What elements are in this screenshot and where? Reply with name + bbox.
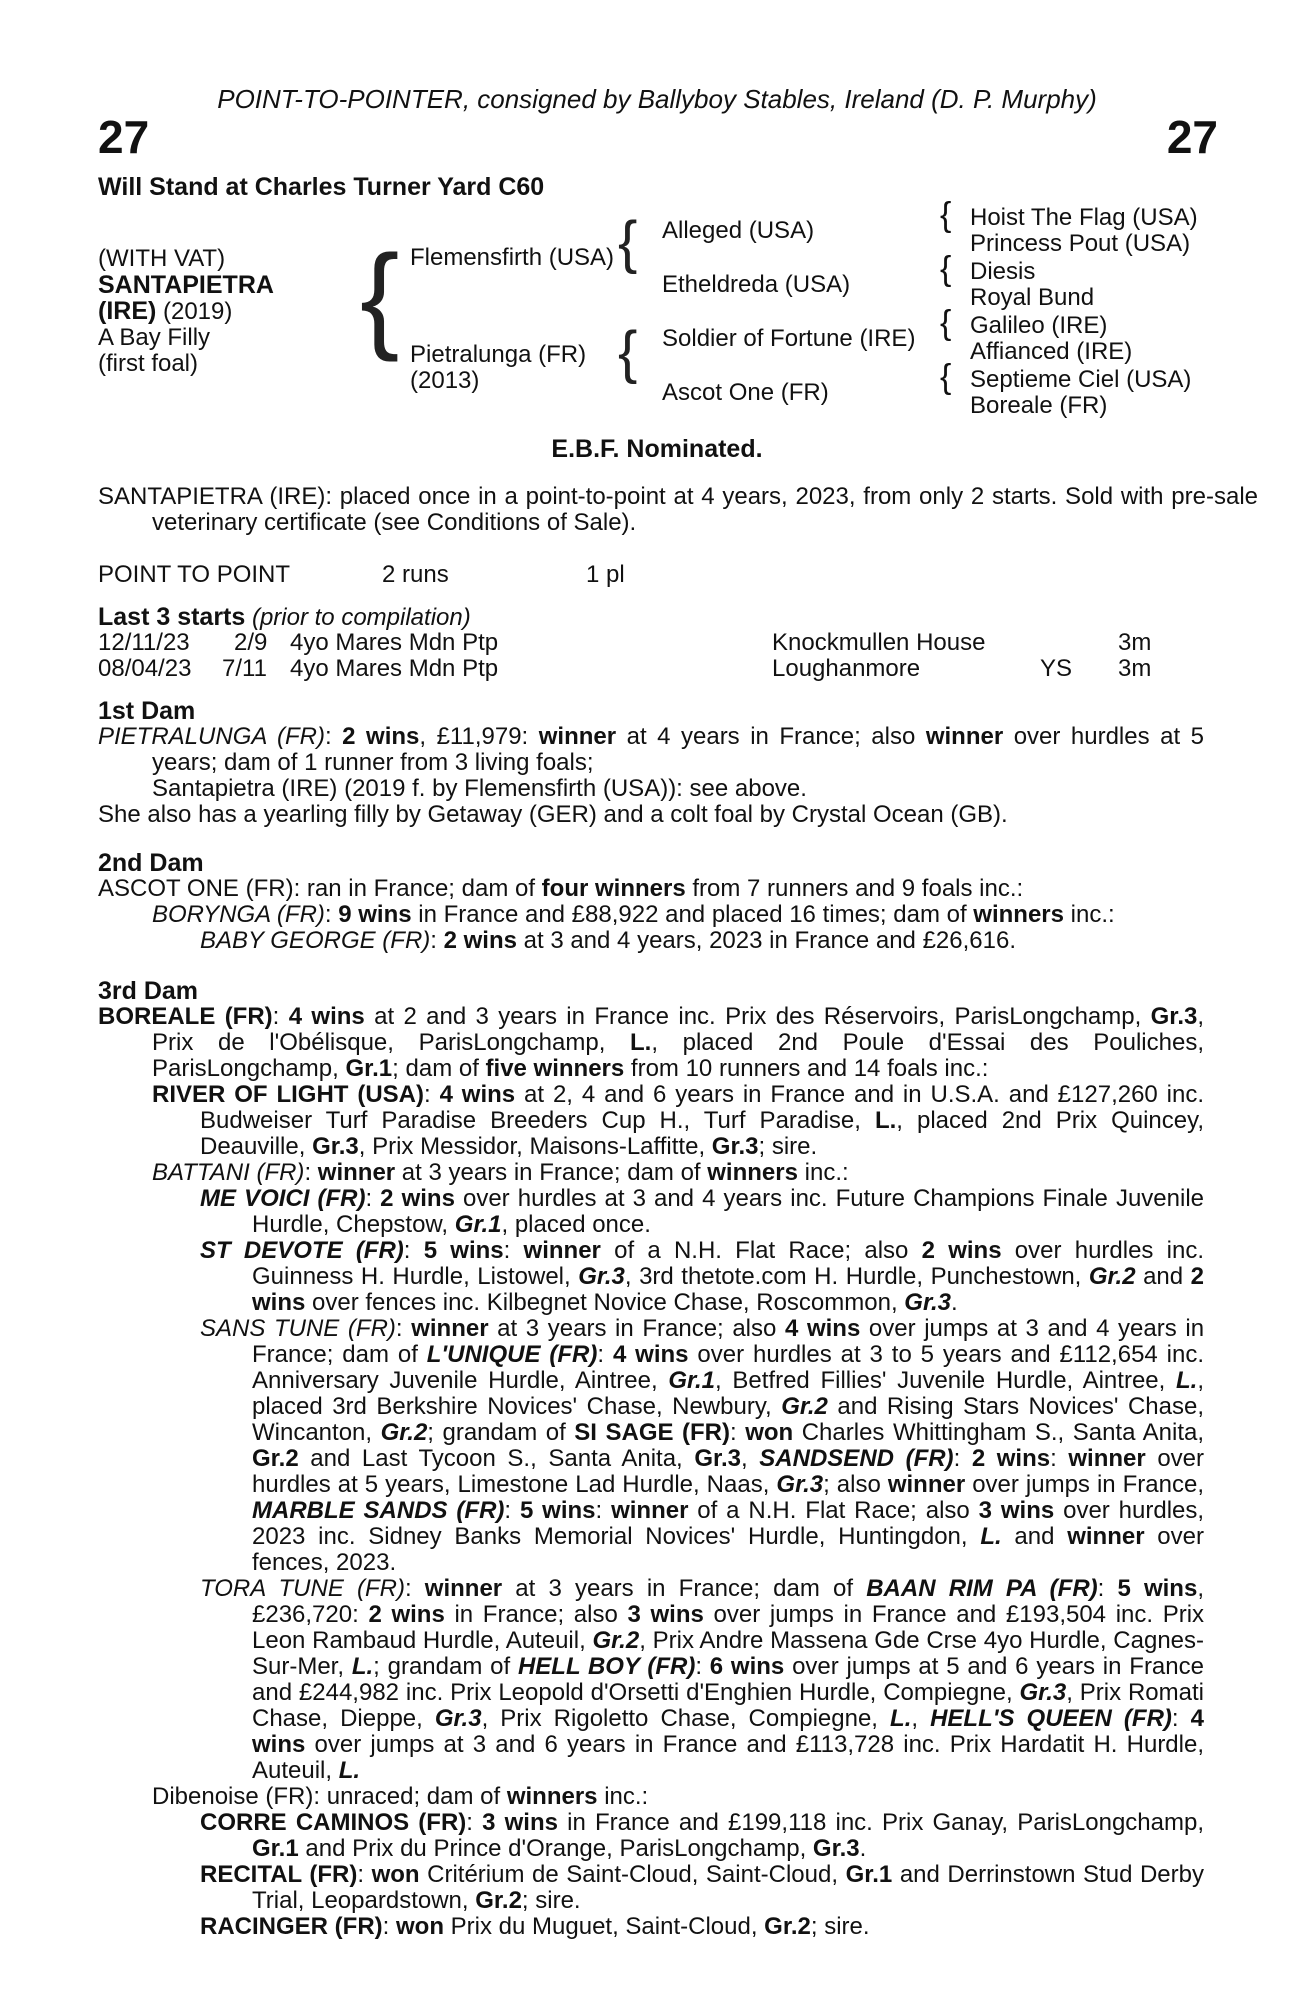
emphasis-text: L. xyxy=(874,1107,897,1134)
ebf-nominated: E.B.F. Nominated. xyxy=(551,435,763,463)
text: Charles Whittingham S., Santa Anita, xyxy=(793,1419,1205,1446)
emphasis-text: winner xyxy=(1068,1445,1146,1472)
emphasis-text: CORRE CAMINOS (FR) xyxy=(200,1809,467,1836)
catalogue-section-header: POINT-TO-POINTER, consigned by Ballyboy Stables, Ireland (D. P. Murphy) xyxy=(217,84,1097,114)
produce-name: BABY GEORGE (FR) xyxy=(200,927,431,954)
text: : xyxy=(1097,1575,1118,1602)
text: at 4 years in France; also xyxy=(616,723,926,750)
emphasis-text: BAAN RIM PA (FR) xyxy=(866,1575,1098,1602)
text: and xyxy=(1001,1523,1068,1550)
pedigree-sire-sire: Alleged (USA) xyxy=(662,217,815,244)
text: Prix du Muguet, Saint-Cloud, xyxy=(444,1913,765,1940)
emphasis-text: Gr.3 xyxy=(776,1471,824,1498)
text: in France and £88,922 and placed 16 times; dam of xyxy=(411,901,974,928)
text: over hurdles at 3 to 5 years and £112,654 inc. Anniversary Juvenile Hurdle, Aintree, xyxy=(252,1341,1205,1394)
emphasis-text: Gr.3 xyxy=(694,1445,742,1472)
emphasis-text: L. xyxy=(338,1757,361,1784)
text: and Rising Stars Novices' Chase, Wincanton, xyxy=(252,1393,1205,1446)
text: Critérium de Saint-Cloud, Saint-Cloud, xyxy=(419,1861,846,1888)
text: Dibenoise (FR): unraced; dam of xyxy=(152,1783,507,1810)
emphasis-text: L. xyxy=(630,1029,652,1056)
text: , Prix Rigoletto Chase, Compiegne, xyxy=(481,1705,891,1732)
emphasis-text: MARBLE SANDS (FR) xyxy=(252,1497,505,1524)
horse-name: SANTAPIETRA xyxy=(98,271,274,299)
first-dam-also: She also has a yearling filly by Getaway (GER) and a colt foal by Crystal Ocean (GB). xyxy=(98,801,1008,828)
emphasis-text: 4 wins xyxy=(288,1003,365,1030)
emphasis-text: L'UNIQUE (FR) xyxy=(426,1341,598,1368)
emphasis-text: Gr.1 xyxy=(454,1211,502,1238)
text: and Prix du Prince d'Orange, ParisLongchamp, xyxy=(298,1835,813,1862)
text: : xyxy=(1050,1445,1069,1472)
emphasis-text: TORA TUNE (FR) xyxy=(200,1575,405,1602)
text: : xyxy=(324,901,339,928)
text: : xyxy=(403,1237,424,1264)
text: , Prix Messidor, Maisons-Laffitte, xyxy=(358,1133,712,1160)
horse-note: (first foal) xyxy=(98,350,199,377)
emphasis-text: Gr.2 xyxy=(380,1419,428,1446)
emphasis-text: winners xyxy=(506,1783,598,1810)
emphasis-text: Gr.2 xyxy=(781,1393,828,1420)
emphasis-text: won xyxy=(371,1861,420,1888)
emphasis-text: HELL BOY (FR) xyxy=(517,1653,696,1680)
text: inc.: xyxy=(797,1159,849,1186)
emphasis-text: RIVER OF LIGHT (USA) xyxy=(152,1081,424,1108)
emphasis-text: L. xyxy=(890,1705,912,1732)
emphasis-text: winner xyxy=(887,1471,966,1498)
emphasis-text: Gr.2 xyxy=(764,1913,811,1940)
text: over fences inc. Kilbegnet Novice Chase, Roscommon, xyxy=(305,1289,905,1316)
winners: winners xyxy=(973,901,1064,928)
emphasis-text: Gr.3 xyxy=(578,1263,625,1290)
emphasis-text: Gr.3 xyxy=(904,1289,951,1316)
start-distance: 3m xyxy=(1118,655,1152,682)
produce-corre-caminos xyxy=(98,1810,1204,1862)
text: , placed 2nd Prix Quincey, Deauville, xyxy=(200,1107,1205,1160)
winner: winner xyxy=(538,723,617,750)
emphasis-text: winner xyxy=(523,1237,601,1264)
pedigree-brace-main: { xyxy=(360,231,400,363)
pedigree-brace-ds: { xyxy=(940,304,952,342)
start-race: 4yo Mares Mdn Ptp xyxy=(290,629,499,656)
produce-sans-tune xyxy=(98,1316,1204,1576)
start-position: 2/9 xyxy=(234,629,268,656)
emphasis-text: winner xyxy=(1067,1523,1145,1550)
text: at 2, 4 and 6 years in France and in U.S.A. and £127,260 inc. Budweiser Turf Paradise Breeders Cup H., Turf Paradise, xyxy=(200,1081,1205,1134)
text: : xyxy=(365,1185,381,1212)
emphasis-text: Gr.3 xyxy=(312,1133,359,1160)
pedigree-brace-sd: { xyxy=(940,250,952,288)
emphasis-text: 3 wins xyxy=(978,1497,1055,1524)
pedigree-sire: Flemensfirth (USA) xyxy=(410,244,615,271)
emphasis-text: winner xyxy=(611,1497,689,1524)
text: over jumps at 3 and 4 years in France; dam of xyxy=(252,1315,1205,1368)
emphasis-text: Gr.2 xyxy=(592,1627,640,1654)
start-course: Loughanmore xyxy=(772,655,921,682)
pedigree-dsd: Affianced (IRE) xyxy=(970,338,1133,365)
emphasis-text: winner xyxy=(424,1575,503,1602)
record-placed: 1 pl xyxy=(586,561,625,588)
first-dam-section xyxy=(98,698,1204,828)
produce-st-devote xyxy=(98,1238,1204,1316)
pedigree-dam-sire: Soldier of Fortune (IRE) xyxy=(662,325,916,352)
text: , 3rd thetote.com H. Hurdle, Punchestown, xyxy=(624,1263,1089,1290)
text: inc.: xyxy=(1064,901,1115,928)
emphasis-text: won xyxy=(396,1913,444,1940)
text: over hurdles at 5 years; dam of 1 runner from 3 living foals; xyxy=(152,723,1205,776)
wins: 9 wins xyxy=(338,901,412,928)
emphasis-text: ME VOICI (FR) xyxy=(200,1185,366,1212)
winner: winner xyxy=(925,723,1004,750)
start-race: 4yo Mares Mdn Ptp xyxy=(290,655,499,682)
emphasis-text: BOREALE (FR) xyxy=(98,1003,273,1030)
start-date: 08/04/23 xyxy=(98,655,192,682)
produce-recital xyxy=(98,1862,1204,1914)
record-runs: 2 runs xyxy=(382,561,449,588)
text: and xyxy=(1135,1263,1191,1290)
emphasis-text: 2 wins xyxy=(368,1601,445,1628)
emphasis-text: 4 wins xyxy=(439,1081,516,1108)
text: : xyxy=(324,723,343,750)
emphasis-text: Gr.1 xyxy=(845,1861,893,1888)
text: at 3 years in France; dam of xyxy=(502,1575,867,1602)
second-dam-heading: 2nd Dam xyxy=(98,849,204,877)
wins: 2 wins xyxy=(342,723,420,750)
text: , placed 2nd Poule d'Essai des Pouliches, ParisLongchamp, xyxy=(152,1029,1204,1082)
emphasis-text: RACINGER (FR) xyxy=(200,1913,383,1940)
horse-country: (IRE) xyxy=(98,297,157,325)
second-dam-grandproduce xyxy=(98,928,1204,954)
start-course: Knockmullen House xyxy=(772,629,986,656)
text: : xyxy=(730,1419,746,1446)
pedigree-brace-dd: { xyxy=(940,358,952,396)
emphasis-text: winner xyxy=(317,1159,396,1186)
emphasis-text: RECITAL (FR) xyxy=(200,1861,358,1888)
text: , placed 3rd Berkshire Novices' Chase, Newbury, xyxy=(252,1367,1204,1420)
text: , placed once. xyxy=(501,1211,651,1238)
pedigree-sss: Hoist The Flag (USA) xyxy=(970,204,1198,231)
second-dam-record xyxy=(98,876,1204,902)
text: ; also xyxy=(823,1471,888,1498)
text: over fences, 2023. xyxy=(252,1523,1204,1576)
emphasis-text: L. xyxy=(351,1653,374,1680)
pedigree-dds: Septieme Ciel (USA) xyxy=(970,366,1192,393)
pedigree-dam-dam: Ascot One (FR) xyxy=(662,379,829,406)
stand-location: Will Stand at Charles Turner Yard C60 xyxy=(98,173,545,201)
second-dam-produce xyxy=(98,902,1204,928)
text: over jumps in France, xyxy=(965,1471,1205,1498)
emphasis-text: 5 wins xyxy=(423,1237,504,1264)
text: at 3 years in France; also xyxy=(488,1315,785,1342)
emphasis-text: Gr.3 xyxy=(812,1835,860,1862)
text: : xyxy=(304,1159,318,1186)
horse-summary: SANTAPIETRA (IRE): placed once in a point-to-point at 4 years, 2023, from only 2 starts. Sold with pre-sale veterinary certificate (see Conditions of Sale). xyxy=(98,483,1258,536)
pedigree-ssd: Princess Pout (USA) xyxy=(970,230,1191,257)
pedigree-brace-dam: { xyxy=(618,320,638,385)
emphasis-text: Gr.1 xyxy=(668,1367,716,1394)
emphasis-text: 3 wins xyxy=(627,1601,704,1628)
lot-number-left: 27 xyxy=(98,111,150,163)
text: : xyxy=(382,1913,396,1940)
emphasis-text: 5 wins xyxy=(1117,1575,1198,1602)
text: : xyxy=(466,1809,483,1836)
second-dam-section xyxy=(98,850,1204,954)
text: . xyxy=(859,1835,867,1862)
emphasis-text: winner xyxy=(411,1315,489,1342)
emphasis-text: SANDSEND (FR) xyxy=(759,1445,954,1472)
pedigree-ddd: Boreale (FR) xyxy=(970,392,1108,419)
text: , Betfred Fillies' Juvenile Hurdle, Aintree, xyxy=(715,1367,1176,1394)
third-dam-section xyxy=(98,978,1204,1940)
text: in France; also xyxy=(444,1601,628,1628)
text: , Prix de l'Obélisque, ParisLongchamp, xyxy=(152,1003,1205,1056)
emphasis-text: HELL'S QUEEN (FR) xyxy=(930,1705,1172,1732)
emphasis-text: winners xyxy=(707,1159,798,1186)
text: : xyxy=(357,1861,372,1888)
pedigree-dam: Pietralunga (FR) xyxy=(410,341,587,368)
record-label: POINT TO POINT xyxy=(98,561,291,588)
text: : xyxy=(424,1081,440,1108)
text: at 3 and 4 years, 2023 in France and £26,616. xyxy=(516,927,1016,954)
emphasis-text: Gr.2 xyxy=(252,1445,299,1472)
emphasis-text: L. xyxy=(1176,1367,1198,1394)
emphasis-text: 2 wins xyxy=(921,1237,1002,1264)
horse-description: A Bay Filly xyxy=(98,324,211,351)
emphasis-text: 2 wins xyxy=(380,1185,455,1212)
winners: four winners xyxy=(541,875,686,902)
text: over hurdles at 3 and 4 years inc. Future Champions Finale Juvenile Hurdle, Chepstow, xyxy=(252,1185,1204,1238)
lot-number-right: 27 xyxy=(1166,111,1218,163)
start-position: 7/11 xyxy=(222,655,267,682)
text: . xyxy=(951,1289,958,1316)
pedigree-brace-ss: { xyxy=(940,196,952,234)
text: , xyxy=(911,1705,931,1732)
text: : xyxy=(395,1315,412,1342)
emphasis-text: 4 wins xyxy=(252,1705,1204,1758)
emphasis-text: SANS TUNE (FR) xyxy=(200,1315,396,1342)
pedigree-dam-year: (2013) xyxy=(410,367,480,394)
emphasis-text: ST DEVOTE (FR) xyxy=(200,1237,404,1264)
text: and Derrinstown Stud Derby Trial, Leopardstown, xyxy=(252,1861,1204,1914)
emphasis-text: 6 wins xyxy=(709,1653,785,1680)
emphasis-text: BATTANI (FR) xyxy=(152,1159,305,1186)
text: at 3 years in France; dam of xyxy=(395,1159,708,1186)
pedigree-dss: Galileo (IRE) xyxy=(970,312,1108,339)
text: and Last Tycoon S., Santa Anita, xyxy=(298,1445,695,1472)
emphasis-text: 4 wins xyxy=(784,1315,861,1342)
produce-me-voici xyxy=(98,1186,1204,1238)
first-dam-heading: 1st Dam xyxy=(98,697,196,725)
text: over hurdles, 2023 inc. Sidney Banks Memorial Novices' Hurdle, Huntingdon, xyxy=(252,1497,1205,1550)
vat-note: (WITH VAT) xyxy=(98,245,226,272)
text: at 2 and 3 years in France inc. Prix des Réservoirs, ParisLongchamp, xyxy=(364,1003,1151,1030)
emphasis-text: Gr.3 xyxy=(1019,1679,1067,1706)
emphasis-text: 4 wins xyxy=(612,1341,689,1368)
text: inc.: xyxy=(597,1783,649,1810)
first-dam-foal: Santapietra (IRE) (2019 f. by Flemensfirth (USA)): see above. xyxy=(152,775,807,802)
text: , Prix Andre Massena Gde Crse 4yo Hurdle, Cagnes-Sur-Mer, xyxy=(252,1627,1205,1680)
emphasis-text: L. xyxy=(980,1523,1002,1550)
text: from 10 runners and 14 foals inc.: xyxy=(624,1055,989,1082)
text: , Prix Romati Chase, Dieppe, xyxy=(252,1679,1204,1732)
emphasis-text: Gr.3 xyxy=(1150,1003,1198,1030)
horse-year: (2019) xyxy=(156,298,233,325)
third-dam-heading: 3rd Dam xyxy=(98,977,199,1005)
start-distance: 3m xyxy=(1118,629,1152,656)
text: ; sire. xyxy=(521,1887,581,1914)
produce-river-of-light xyxy=(98,1082,1204,1160)
start-date: 12/11/23 xyxy=(98,629,190,656)
produce-tora-tune xyxy=(98,1576,1204,1784)
emphasis-text: Gr.3 xyxy=(711,1133,759,1160)
text: : xyxy=(595,1497,612,1524)
produce-racinger xyxy=(98,1914,1204,1940)
text: : xyxy=(953,1445,972,1472)
text: of a N.H. Flat Race; also xyxy=(600,1237,922,1264)
text: : xyxy=(1171,1705,1191,1732)
last-starts-subtitle: (prior to compilation) xyxy=(245,604,471,631)
horse-identity xyxy=(98,246,274,377)
text: over hurdles at 5 years, Limestone Lad Hurdle, Naas, xyxy=(252,1445,1205,1498)
third-dam-record xyxy=(98,1004,1204,1082)
emphasis-text: 5 wins xyxy=(519,1497,596,1524)
dam-name: PIETRALUNGA (FR) xyxy=(98,723,325,750)
emphasis-text: Gr.2 xyxy=(475,1887,522,1914)
emphasis-text: Gr.3 xyxy=(434,1705,482,1732)
first-dam-record xyxy=(98,724,1204,776)
last-starts-title: Last 3 starts xyxy=(98,603,246,631)
text: ; sire. xyxy=(758,1133,818,1160)
text: , £11,979: xyxy=(419,723,539,750)
text: ; grandam of xyxy=(373,1653,518,1680)
text: over jumps in France and £193,504 inc. Prix Leon Rambaud Hurdle, Auteuil, xyxy=(252,1601,1205,1654)
text: ; dam of xyxy=(392,1055,486,1082)
last-starts-heading xyxy=(98,604,471,631)
text: : xyxy=(504,1497,520,1524)
emphasis-text: Gr.1 xyxy=(345,1055,393,1082)
text: , xyxy=(741,1445,760,1472)
text: of a N.H. Flat Race; also xyxy=(688,1497,979,1524)
text: ; sire. xyxy=(810,1913,870,1940)
text: : xyxy=(404,1575,425,1602)
emphasis-text: Gr.1 xyxy=(252,1835,299,1862)
produce-name: BORYNGA (FR) xyxy=(152,901,325,928)
pedigree-brace-sire: { xyxy=(618,210,638,275)
pedigree-sdd: Royal Bund xyxy=(970,284,1095,311)
text: : xyxy=(430,927,444,954)
emphasis-text: Gr.2 xyxy=(1088,1263,1136,1290)
emphasis-text: 2 wins xyxy=(252,1263,1204,1316)
emphasis-text: won xyxy=(745,1419,794,1446)
text: over jumps at 5 and 6 years in France and £244,982 inc. Prix Leopold d'Orsetti d'Enghien Hurdle, Compiegne, xyxy=(252,1653,1204,1706)
pedigree-sds: Diesis xyxy=(970,258,1036,285)
emphasis-text: 3 wins xyxy=(482,1809,558,1836)
text: , £236,720: xyxy=(252,1575,1204,1628)
produce-battani xyxy=(98,1160,1204,1186)
text: : xyxy=(597,1341,613,1368)
text: over hurdles inc. Guinness H. Hurdle, Listowel, xyxy=(252,1237,1205,1290)
start-going: YS xyxy=(1040,655,1073,682)
produce-dibenoise xyxy=(98,1784,1204,1810)
text: : xyxy=(503,1237,524,1264)
text: : xyxy=(695,1653,710,1680)
text: ; grandam of xyxy=(427,1419,575,1446)
text: from 7 runners and 9 foals inc.: xyxy=(685,875,1024,902)
text: ASCOT ONE (FR): ran in France; dam of xyxy=(98,875,542,902)
text: over jumps at 3 and 6 years in France and £113,728 inc. Prix Hardatit H. Hurdle, Auteuil, xyxy=(252,1731,1204,1784)
emphasis-text: SI SAGE (FR) xyxy=(574,1419,730,1446)
text: in France and £199,118 inc. Prix Ganay, ParisLongchamp, xyxy=(557,1809,1205,1836)
emphasis-text: 2 wins xyxy=(971,1445,1051,1472)
wins: 2 wins xyxy=(443,927,517,954)
emphasis-text: five winners xyxy=(485,1055,625,1082)
pedigree-sire-dam: Etheldreda (USA) xyxy=(662,271,851,298)
text: : xyxy=(272,1003,289,1030)
